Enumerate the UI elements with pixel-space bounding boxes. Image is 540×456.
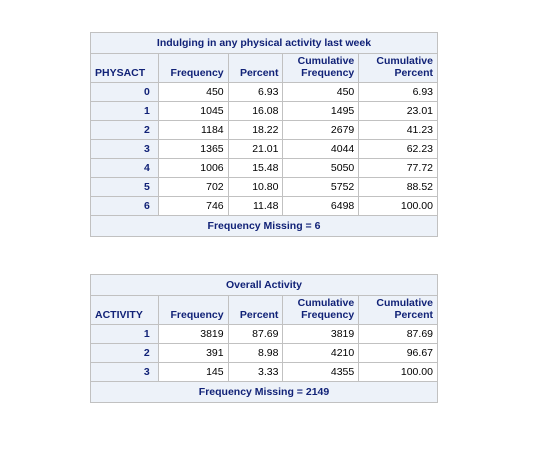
table-title: Indulging in any physical activity last week bbox=[91, 33, 438, 54]
row-level: 1 bbox=[91, 325, 159, 344]
cell-cumulative-frequency: 4210 bbox=[283, 344, 359, 363]
table-row bbox=[91, 102, 438, 121]
row-level: 3 bbox=[91, 140, 159, 159]
column-header-cumulative-percent bbox=[359, 54, 438, 83]
cell-cumulative-percent: 96.67 bbox=[359, 344, 438, 363]
row-level: 1 bbox=[91, 102, 159, 121]
column-header-variable: ACTIVITY bbox=[91, 296, 159, 325]
column-header-variable: PHYSACT bbox=[91, 54, 159, 83]
cell-cumulative-percent: 100.00 bbox=[359, 363, 438, 382]
cell-cumulative-percent: 88.52 bbox=[359, 178, 438, 197]
header-line: Percent bbox=[394, 309, 433, 321]
cell-percent: 3.33 bbox=[228, 363, 283, 382]
cell-percent: 87.69 bbox=[228, 325, 283, 344]
cell-frequency: 1184 bbox=[158, 121, 228, 140]
frequency-missing-note: Frequency Missing = 2149 bbox=[91, 382, 438, 403]
row-level: 4 bbox=[91, 159, 159, 178]
cell-cumulative-frequency: 3819 bbox=[283, 325, 359, 344]
frequency-missing-note: Frequency Missing = 6 bbox=[91, 216, 438, 237]
header-line: Cumulative bbox=[297, 55, 355, 67]
cell-cumulative-percent: 41.23 bbox=[359, 121, 438, 140]
cell-frequency: 391 bbox=[158, 344, 228, 363]
row-level: 5 bbox=[91, 178, 159, 197]
header-line: Frequency bbox=[301, 309, 355, 321]
cell-frequency: 145 bbox=[158, 363, 228, 382]
column-header-cumulative-percent bbox=[359, 296, 438, 325]
cell-cumulative-percent: 100.00 bbox=[359, 197, 438, 216]
row-level: 0 bbox=[91, 83, 159, 102]
cell-cumulative-frequency: 450 bbox=[283, 83, 359, 102]
cell-percent: 11.48 bbox=[228, 197, 283, 216]
cell-cumulative-percent: 62.23 bbox=[359, 140, 438, 159]
header-line: Cumulative bbox=[376, 297, 433, 309]
cell-cumulative-percent: 77.72 bbox=[359, 159, 438, 178]
header-line: Percent bbox=[394, 67, 433, 79]
header-line: Frequency bbox=[301, 67, 355, 79]
cell-percent: 10.80 bbox=[228, 178, 283, 197]
cell-frequency: 450 bbox=[158, 83, 228, 102]
column-header-percent: Percent bbox=[228, 54, 283, 83]
column-header-frequency: Frequency bbox=[158, 296, 228, 325]
table-row bbox=[91, 363, 438, 382]
cell-frequency: 1045 bbox=[158, 102, 228, 121]
row-level: 2 bbox=[91, 121, 159, 140]
cell-cumulative-frequency: 6498 bbox=[283, 197, 359, 216]
cell-percent: 6.93 bbox=[228, 83, 283, 102]
cell-cumulative-frequency: 4355 bbox=[283, 363, 359, 382]
table-row bbox=[91, 83, 438, 102]
cell-frequency: 1006 bbox=[158, 159, 228, 178]
cell-cumulative-frequency: 2679 bbox=[283, 121, 359, 140]
frequency-table-physact bbox=[90, 32, 438, 237]
table-row bbox=[91, 344, 438, 363]
table-title: Overall Activity bbox=[91, 275, 438, 296]
frequency-table-activity bbox=[90, 274, 438, 403]
cell-cumulative-frequency: 5050 bbox=[283, 159, 359, 178]
cell-percent: 21.01 bbox=[228, 140, 283, 159]
cell-frequency: 702 bbox=[158, 178, 228, 197]
table-row bbox=[91, 178, 438, 197]
row-level: 3 bbox=[91, 363, 159, 382]
table-row bbox=[91, 197, 438, 216]
column-header-cumulative-frequency bbox=[283, 296, 359, 325]
table-row bbox=[91, 121, 438, 140]
cell-cumulative-frequency: 1495 bbox=[283, 102, 359, 121]
cell-cumulative-percent: 23.01 bbox=[359, 102, 438, 121]
cell-frequency: 1365 bbox=[158, 140, 228, 159]
row-level: 6 bbox=[91, 197, 159, 216]
table-row bbox=[91, 140, 438, 159]
table-row bbox=[91, 159, 438, 178]
cell-percent: 16.08 bbox=[228, 102, 283, 121]
cell-cumulative-percent: 6.93 bbox=[359, 83, 438, 102]
cell-cumulative-frequency: 4044 bbox=[283, 140, 359, 159]
table-row bbox=[91, 325, 438, 344]
column-header-percent: Percent bbox=[228, 296, 283, 325]
cell-cumulative-percent: 87.69 bbox=[359, 325, 438, 344]
cell-frequency: 746 bbox=[158, 197, 228, 216]
row-level: 2 bbox=[91, 344, 159, 363]
header-line: Cumulative bbox=[297, 297, 355, 309]
cell-percent: 8.98 bbox=[228, 344, 283, 363]
cell-frequency: 3819 bbox=[158, 325, 228, 344]
cell-percent: 15.48 bbox=[228, 159, 283, 178]
cell-percent: 18.22 bbox=[228, 121, 283, 140]
header-line: Cumulative bbox=[376, 55, 433, 67]
column-header-frequency: Frequency bbox=[158, 54, 228, 83]
column-header-cumulative-frequency bbox=[283, 54, 359, 83]
cell-cumulative-frequency: 5752 bbox=[283, 178, 359, 197]
